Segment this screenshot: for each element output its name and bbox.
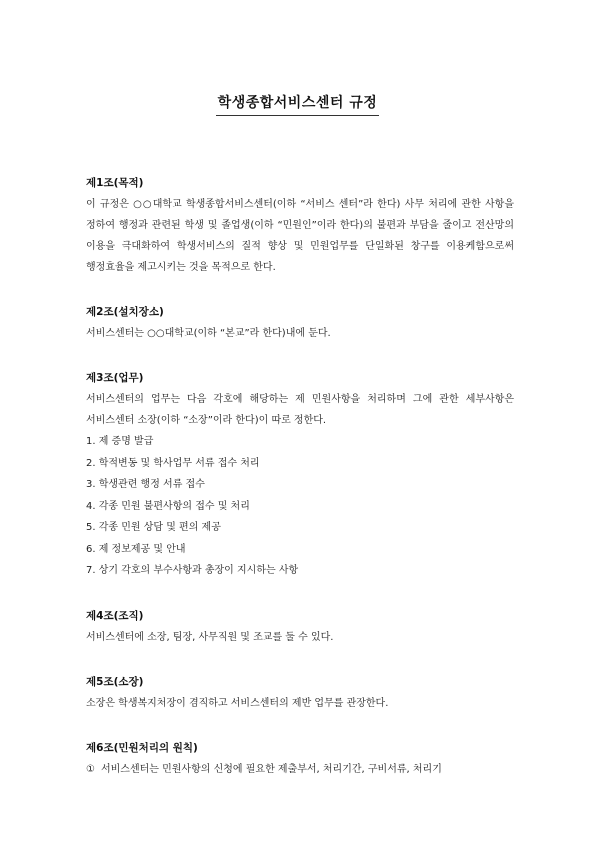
article-3-item-list	[86, 431, 514, 582]
article-1-heading: 제1조(목적)	[86, 177, 144, 189]
article-3-body: 서비스센터의 업무는 다음 각호에 해당하는 제 민원사항을 처리하며 그에 관한 세부사항은 서비스센터 소장(이하 “소장”이라 한다)이 따로 정한다.	[86, 394, 514, 426]
list-item: 2. 학적변동 및 학사업무 서류 접수 처리	[86, 457, 260, 469]
list-item: 5. 각종 민원 상담 및 편의 제공	[86, 522, 221, 533]
article-5-heading: 제5조(소장)	[86, 675, 144, 688]
article-5	[86, 675, 514, 714]
article-2-body: 서비스센터는 ○○대학교(이하 “본교”라 한다)내에 둔다.	[86, 328, 331, 339]
article-2	[86, 305, 514, 344]
clause-marker: ①	[86, 763, 95, 775]
document-title: 학생종합서비스센터 규정	[216, 92, 380, 116]
article-6-heading: 제6조(민원처리의 원칙)	[86, 741, 198, 754]
article-4-heading: 제4조(조직)	[86, 609, 144, 622]
article-4	[86, 609, 514, 648]
article-6-clause-1	[86, 759, 514, 780]
list-item: 3. 학생관련 행정 서류 접수	[86, 479, 205, 490]
article-1-body: 이 규정은 ○○대학교 학생종합서비스센터(이하 “서비스 센터”라 한다) 사무 처리에 관한 사항을 정하여 행정과 관련된 학생 및 졸업생(이하 “민원인”이라 한다)의 불편과 부담을 줄이고 전산망의 이용을 극대화하여 학생서비스의 질적 향상 및 민원업무를 단일화된 창구를 이용케함으로써 행정효율을 제고시키는 것을 목적으로 한다.	[86, 199, 514, 273]
article-6	[86, 741, 514, 780]
article-3	[86, 371, 514, 582]
list-item: 1. 제 증명 발급	[86, 436, 154, 447]
list-item: 7. 상기 각호의 부수사항과 총장이 지시하는 사항	[86, 565, 299, 576]
article-4-body: 서비스센터에 소장, 팀장, 사무직원 및 조교를 둘 수 있다.	[86, 631, 334, 643]
article-1	[86, 176, 514, 278]
article-3-heading: 제3조(업무)	[86, 372, 144, 384]
article-2-heading: 제2조(설치장소)	[86, 306, 164, 318]
title-container	[0, 92, 595, 116]
document-body	[86, 176, 514, 807]
list-item: 4. 각종 민원 불편사항의 접수 및 처리	[86, 500, 250, 512]
article-6-clause-1-text: 서비스센터는 민원사항의 신청에 필요한 제출부서, 처리기간, 구비서류, 처리기	[100, 763, 442, 775]
list-item: 6. 제 정보제공 및 안내	[86, 543, 186, 555]
article-5-body: 소장은 학생복지처장이 겸직하고 서비스센터의 제반 업무를 관장한다.	[86, 697, 389, 709]
